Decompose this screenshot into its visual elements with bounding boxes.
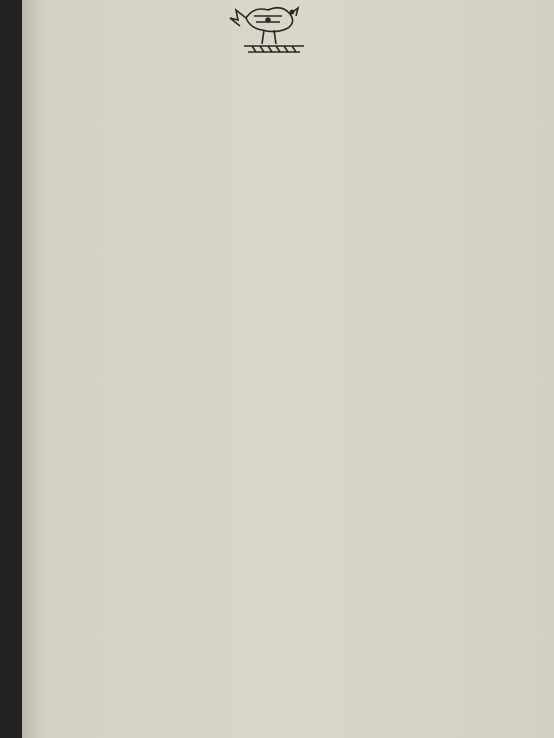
previous-page-edge	[0, 0, 22, 738]
main-text	[88, 154, 494, 156]
book-page	[22, 0, 554, 738]
bird-ornament-icon	[224, 0, 320, 62]
